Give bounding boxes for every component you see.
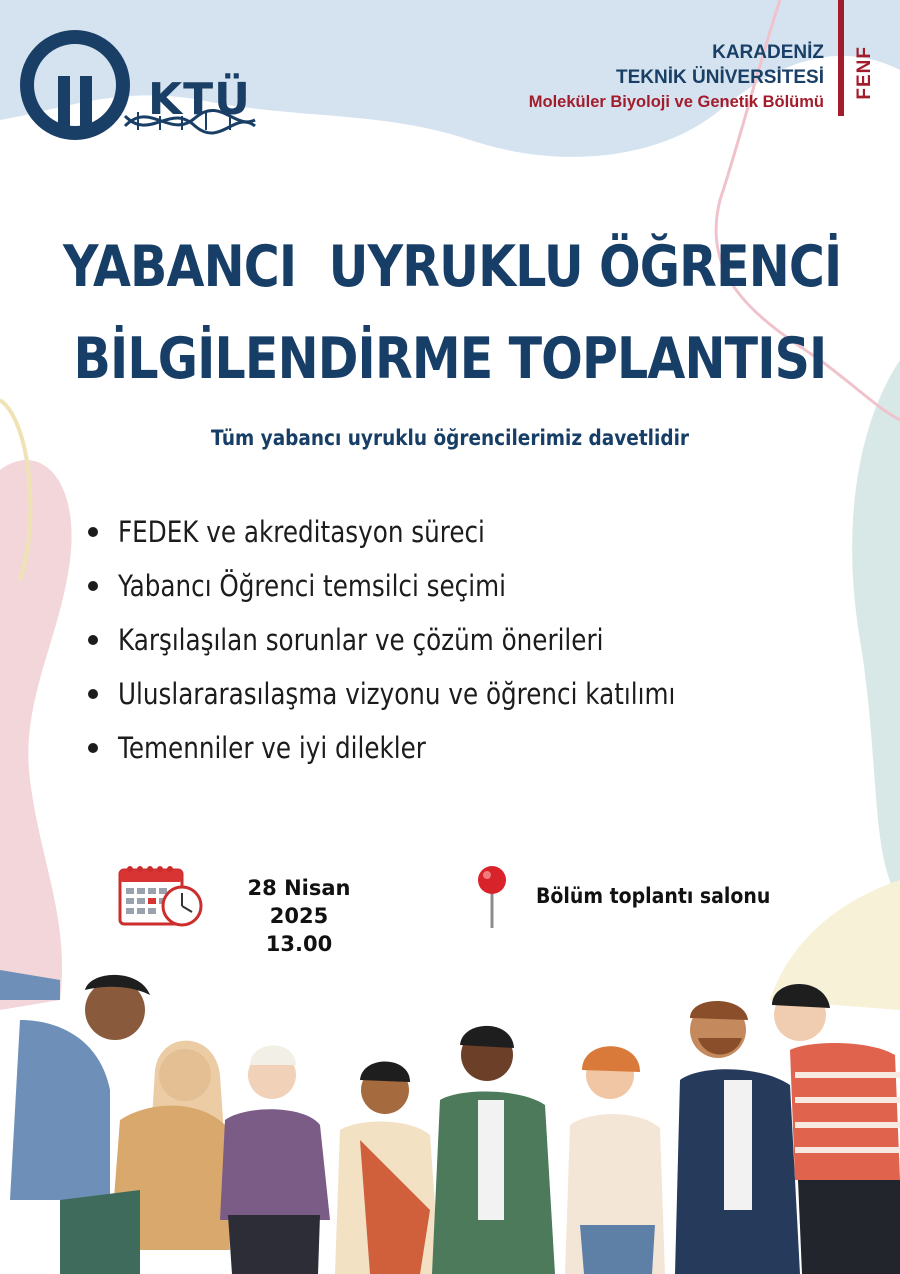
event-datetime [224,874,374,958]
agenda-item: Temenniler ve iyi dilekler [88,721,774,775]
bullet-icon [88,527,98,537]
agenda-item: Karşılaşılan sorunlar ve çözüm önerileri [88,613,774,667]
bullet-icon [88,743,98,753]
department-name: Moleküler Biyoloji ve Genetik Bölümü [528,93,824,111]
title-line1: YABANCI UYRUKLU ÖĞRENCİ [63,234,842,300]
university-header [529,40,824,115]
bullet-icon [88,635,98,645]
agenda-item: Uluslararasılaşma vizyonu ve öğrenci katılımı [88,667,774,721]
title-line2: BİLGİLENDİRME TOPLANTISI [73,326,827,392]
agenda-item: Yabancı Öğrenci temsilci seçimi [88,559,774,613]
university-name-line1: KARADENİZ [712,42,824,63]
event-date: 28 Nisan 2025 [247,876,351,928]
logo-text: KTÜ [148,74,251,125]
agenda-item: FEDEK ve akreditasyon süreci [88,505,774,559]
bullet-icon [88,689,98,699]
calendar-clock-icon [118,864,204,928]
agenda-list [88,505,774,775]
faculty-label: FENF [854,46,875,100]
ktu-logo [20,30,260,140]
map-pin-icon [474,864,510,930]
header-divider [838,0,844,116]
bullet-icon [88,581,98,591]
subtitle: Tüm yabancı uyruklu öğrencilerimiz davetlidir [210,426,690,450]
university-name-line2: TEKNİK ÜNİVERSİTESİ [616,67,824,88]
event-time: 13.00 [265,932,333,956]
people-illustration [0,950,900,1274]
event-location: Bölüm toplantı salonu [536,884,771,908]
